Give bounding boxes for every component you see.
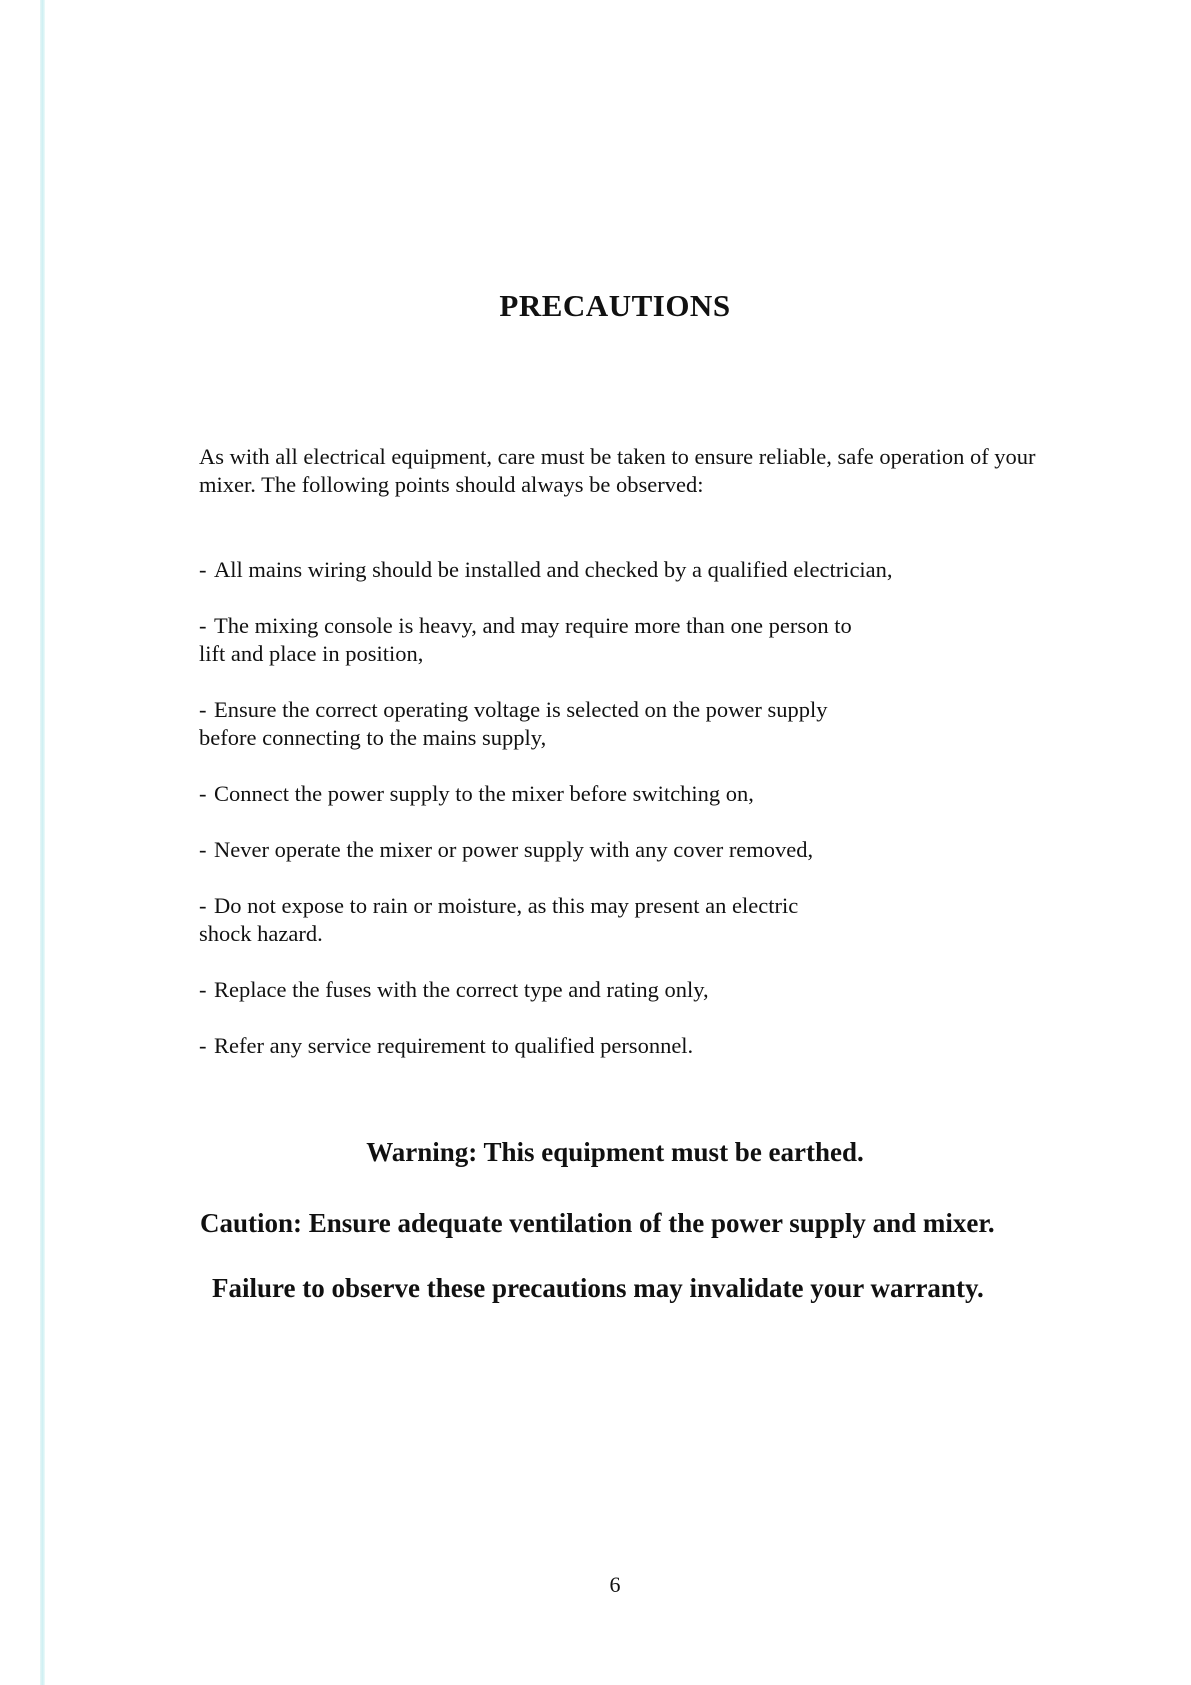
- list-item-text: Refer any service requirement to qualified personnel.: [214, 1033, 694, 1058]
- list-item: [199, 556, 1079, 584]
- caution-notice: Caution: Ensure adequate ventilation of the power supply and mixer.: [200, 1208, 995, 1238]
- list-bullet: -: [199, 977, 207, 1002]
- list-item-text: Ensure the correct operating voltage is selected on the power supply before connecting to the mains supply,: [199, 697, 828, 750]
- list-item: [199, 1032, 1079, 1060]
- list-item: [199, 780, 1079, 808]
- page-number: 6: [609, 1572, 621, 1597]
- list-item: [199, 836, 1079, 864]
- list-item: [199, 976, 1079, 1004]
- list-item-text: Never operate the mixer or power supply with any cover removed,: [214, 837, 814, 862]
- page-title: PRECAUTIONS: [499, 288, 731, 323]
- list-item: [199, 696, 1079, 752]
- list-bullet: -: [199, 697, 207, 722]
- list-item-text: Replace the fuses with the correct type and rating only,: [214, 977, 709, 1002]
- list-bullet: -: [199, 613, 207, 638]
- intro-paragraph: As with all electrical equipment, care must be taken to ensure reliable, safe operation of your mixer. The following points should always be observed:: [199, 444, 1036, 497]
- precautions-list: [199, 556, 1079, 1088]
- list-item: [199, 612, 1079, 668]
- list-bullet: -: [199, 837, 207, 862]
- list-item-text: The mixing console is heavy, and may require more than one person to lift and place in position,: [199, 613, 852, 666]
- list-bullet: -: [199, 557, 207, 582]
- list-item-text: All mains wiring should be installed and checked by a qualified electrician,: [214, 557, 893, 582]
- list-item: [199, 892, 1079, 948]
- list-item-text: Do not expose to rain or moisture, as this may present an electric shock hazard.: [199, 893, 799, 946]
- list-bullet: -: [199, 1033, 207, 1058]
- list-bullet: -: [199, 893, 207, 918]
- warranty-notice: Failure to observe these precautions may invalidate your warranty.: [212, 1273, 984, 1303]
- list-bullet: -: [199, 781, 207, 806]
- warning-notice: Warning: This equipment must be earthed.: [366, 1137, 864, 1167]
- list-item-text: Connect the power supply to the mixer before switching on,: [214, 781, 754, 806]
